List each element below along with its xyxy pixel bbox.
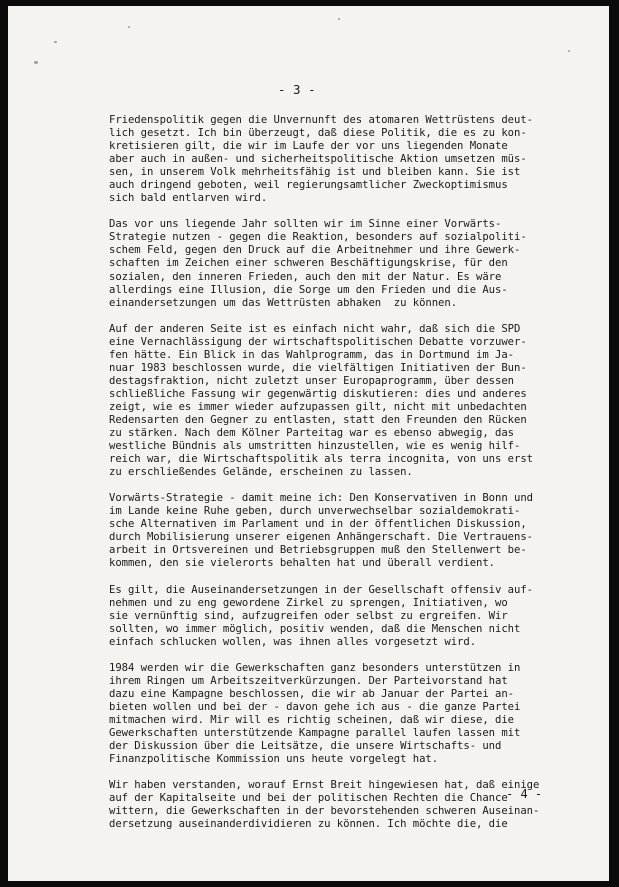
page-number-bottom: - 4 - <box>506 787 543 801</box>
scan-speck <box>338 18 340 20</box>
text-line: kommen, den sie vielerorts behalten hat und überall verdient. <box>109 557 496 570</box>
text-line: ihrem Ringen um Arbeitszeitverkürzungen. Der Parteivorstand hat <box>109 674 508 687</box>
document-body <box>109 114 549 844</box>
text-line: dazu eine Kampagne beschlossen, die wir ab Januar der Partei an- <box>109 687 514 700</box>
text-line: eine Vernachlässigung der wirtschaftspolitischen Debatte vorzuwer- <box>109 335 527 348</box>
text-line: einandersetzungen um das Wettrüsten abhaken zu können. <box>109 296 458 309</box>
paragraph <box>109 218 549 309</box>
document-page <box>8 6 609 881</box>
text-line: sen, in unserem Volk mehrheitsfähig ist und bleiben kann. Sie ist <box>109 166 521 179</box>
text-line: Das vor uns liegende Jahr sollten wir im Sinne einer Vorwärts- <box>109 218 502 231</box>
text-line: zu erschließendes Gelände, erscheinen zu lassen. <box>109 466 413 479</box>
text-line: wittern, die Gewerkschaften in der bevorstehenden schweren Auseinan- <box>109 805 540 818</box>
scan-speck <box>54 41 57 43</box>
paragraph <box>109 662 549 766</box>
paragraph <box>109 114 549 205</box>
text-line: Redensarten den Gegner zu entlasten, statt den Freunden den Rücken <box>109 413 527 426</box>
text-line: sozialen, den inneren Frieden, auch den mit der Natur. Es wäre <box>109 270 502 283</box>
scan-speck <box>34 61 38 64</box>
text-line: zu stärken. Nach dem Kölner Parteitag war es ebenso abwegig, das <box>109 427 514 440</box>
text-line: sich bald entlarven wird. <box>109 192 268 205</box>
scan-speck <box>128 26 130 28</box>
text-line: aber auch in außen- und sicherheitspolitische Aktion umsetzen müs- <box>109 153 527 166</box>
text-line: kretisieren gilt, die wir im Laufe der vor uns liegenden Monate <box>109 140 508 153</box>
text-line: auf der Kapitalseite und bei der politischen Rechten die Chance <box>109 792 508 805</box>
text-line: Auf der anderen Seite ist es einfach nicht wahr, daß sich die SPD <box>109 322 521 335</box>
text-line: sche Alternativen im Parlament und in der öffentlichen Diskussion, <box>109 518 527 531</box>
text-line: schließliche Fassung wir gegenwärtig diskutieren: dies und anderes <box>109 387 527 400</box>
text-line: Strategie nutzen - gegen die Reaktion, besonders auf sozialpoliti- <box>109 231 527 244</box>
text-line: destagsfraktion, nicht zuletzt unser Europaprogramm, über dessen <box>109 374 514 387</box>
paragraph <box>109 584 549 649</box>
text-line: der Diskussion über die Leitsätze, die unsere Wirtschafts- und <box>109 740 502 753</box>
text-line: sie vernünftig sind, aufzugreifen oder selbst zu ergreifen. Wir <box>109 609 508 622</box>
text-line: schem Feld, gegen den Druck auf die Arbeitnehmer und ihre Gewerk- <box>109 244 521 257</box>
text-line: arbeit in Ortsvereinen und Betriebsgruppen muß den Stellenwert be- <box>109 544 527 557</box>
text-line: nuar 1983 beschlossen wurde, die vielfältigen Initiativen der Bun- <box>109 361 527 374</box>
text-line: dersetzung auseinanderdividieren zu können. Ich möchte die, die <box>109 818 508 831</box>
text-line: Vorwärts-Strategie - damit meine ich: Den Konservativen in Bonn und <box>109 492 533 505</box>
text-line: schaften im Zeichen einer schweren Beschäftigungskrise, für den <box>109 257 508 270</box>
text-line: reich war, die Wirtschaftspolitik als terra incognita, von uns erst <box>109 453 533 466</box>
page-number-top: - 3 - <box>278 82 316 97</box>
paragraph <box>109 492 549 570</box>
text-line: allerdings eine Illusion, die Sorge um den Frieden und die Aus- <box>109 283 508 296</box>
text-line: Finanzpolitische Kommission uns heute vorgelegt hat. <box>109 753 439 766</box>
scan-speck <box>568 50 570 52</box>
text-line: durch Mobilisierung unserer eigenen Anhängerschaft. Die Vertrauens- <box>109 531 533 544</box>
paragraph <box>109 779 549 831</box>
text-line: lich gesetzt. Ich bin überzeugt, daß diese Politik, die es zu kon- <box>109 127 527 140</box>
text-line: Es gilt, die Auseinandersetzungen in der Gesellschaft offensiv auf- <box>109 583 533 596</box>
text-line: mitmachen wird. Mir will es richtig scheinen, daß wir diese, die <box>109 713 514 726</box>
text-line: 1984 werden wir die Gewerkschaften ganz besonders unterstützen in <box>109 661 521 674</box>
text-line: Wir haben verstanden, worauf Ernst Breit hingewiesen hat, daß einige <box>109 779 540 792</box>
text-line: Gewerkschaften unterstützende Kampagne parallel laufen lassen mit <box>109 726 521 739</box>
text-line: westliche Bündnis als umstritten hinzustellen, wie es wenig hilf- <box>109 440 521 453</box>
paragraph <box>109 323 549 480</box>
text-line: nehmen und zu eng gewordene Zirkel zu sprengen, Initiativen, wo <box>109 596 508 609</box>
text-line: Friedenspolitik gegen die Unvernunft des atomaren Wettrüstens deut- <box>109 114 533 126</box>
text-line: sollten, wo immer möglich, positiv wenden, daß die Menschen nicht <box>109 622 521 635</box>
text-line: zeigt, wie es immer wieder aufzupassen gilt, nicht mit unbedachten <box>109 400 527 413</box>
text-line: bieten wollen und bei der - davon gehe ich aus - die ganze Partei <box>109 700 521 713</box>
text-line: im Lande keine Ruhe geben, durch unverwechselbar sozialdemokrati- <box>109 505 521 518</box>
text-line: einfach schlucken wollen, was ihnen alles vorgesetzt wird. <box>109 635 477 648</box>
text-line: auch dringend geboten, weil regierungsamtlicher Zweckoptimismus <box>109 179 508 192</box>
text-line: fen hätte. Ein Blick in das Wahlprogramm, das in Dortmund im Ja- <box>109 348 514 361</box>
